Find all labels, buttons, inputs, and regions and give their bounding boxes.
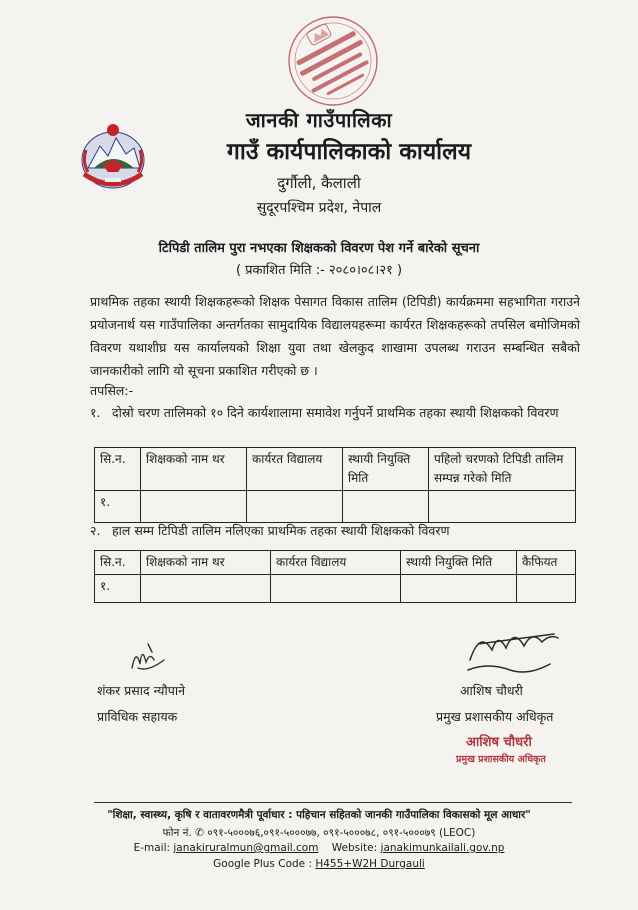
- schedule-item-1: [90, 402, 590, 423]
- table-header-row: [95, 551, 576, 575]
- footer-slogan: "शिक्षा, स्वास्थ्य, कृषि र वातावरणमैत्री पूर्वाधार : पहिचान सहितको जानकी गाउँपालिका विकासको मूल आधार": [107, 809, 531, 821]
- plus-code-label: Google Plus Code :: [213, 858, 312, 870]
- address-line-2: सुदूरपश्चिम प्रदेश, नेपाल: [256, 200, 382, 216]
- table-cell: [343, 491, 429, 523]
- trained-teachers-table: [94, 447, 576, 523]
- column-header: कार्यरत विद्यालय: [271, 551, 401, 575]
- website-label: Website:: [331, 842, 378, 854]
- office-name: गाउँ कार्यपालिकाको कार्यालय: [226, 139, 472, 165]
- table-header-row: [95, 448, 576, 491]
- table-cell: १.: [95, 575, 141, 603]
- name-stamp: आशिष चौधरी: [466, 735, 532, 750]
- notice-subject: टिपिडी तालिम पुरा नभएका शिक्षकको विवरण पेश गर्ने बारेको सूचना: [158, 241, 480, 256]
- published-date: ( प्रकाशित मिति :- २०८०।०८।२१ ): [235, 263, 403, 278]
- table-cell: [429, 491, 576, 523]
- table-cell: [247, 491, 343, 523]
- municipality-name: जानकी गाउँपालिका: [245, 108, 393, 132]
- notice-body: प्राथमिक तहका स्थायी शिक्षकहरूको शिक्षक पेसागत विकास तालिम (टिपिडी) कार्यक्रममा सहभागिता गराउने प्रयोजनार्थ यस गाउँपालिका अन्तर्गतका सामुदायिक विद्यालयहरूमा कार्यरत शिक्षकहरूको तपसिल बमोजिमको विवरण यथाशीघ्र यस कार्यालयको शिक्षा युवा तथा खेलकुद शाखामा उपलब्ध गराउन सम्बन्धित सबैको जानकारीको लागि यो सूचना प्रकाशित गरीएको छ ।: [90, 294, 580, 378]
- schedule-item-2: [90, 522, 450, 539]
- column-header: कैफियत: [517, 551, 576, 575]
- column-header: स्थायी नियुक्ति मिति: [401, 551, 517, 575]
- column-header: स्थायी नियुक्ति मिति: [343, 448, 429, 491]
- title-stamp: प्रमुख प्रशासकीय अधिकृत: [456, 754, 546, 765]
- email-label: E-mail:: [133, 842, 171, 854]
- footer-plus-code: [0, 858, 638, 870]
- table-row: [95, 575, 576, 603]
- untrained-teachers-table: [94, 550, 576, 603]
- table-cell: [517, 575, 576, 603]
- footer-divider: [94, 802, 572, 803]
- office-stamp-seal: [286, 14, 380, 108]
- address-line-1: दुर्गौली, कैलाली: [277, 174, 361, 192]
- table-cell: [141, 491, 247, 523]
- table-cell: [401, 575, 517, 603]
- column-header: शिक्षकको नाम थर: [141, 551, 271, 575]
- item-number: २.: [90, 523, 101, 538]
- item-text: हाल सम्म टिपिडी तालिम नलिएका प्राथमिक तहका स्थायी शिक्षकको विवरण: [112, 523, 450, 538]
- right-signatory-name: आशिष चौधरी: [460, 683, 523, 698]
- plus-code-value: H455+W2H Durgauli: [315, 858, 425, 870]
- table-cell: १.: [95, 491, 141, 523]
- left-signature-mark: [118, 638, 174, 676]
- right-signature-mark: [458, 620, 568, 678]
- right-signatory-title: प्रमुख प्रशासकीय अधिकृत: [436, 709, 554, 724]
- item-text: दोस्रो चरण तालिमको १० दिने कार्यशालामा समावेश गर्नुपर्ने प्राथमिक तहका स्थायी शिक्षकको विवरण: [112, 405, 559, 420]
- column-header: सि.न.: [95, 551, 141, 575]
- item-number: १.: [90, 405, 101, 420]
- column-header: सि.न.: [95, 448, 141, 491]
- schedule-heading: तपसिल:-: [90, 383, 134, 398]
- column-header: कार्यरत विद्यालय: [247, 448, 343, 491]
- left-signatory-name: शंकर प्रसाद न्यौपाने: [97, 683, 186, 698]
- website-link[interactable]: janakimunkailali.gov.np: [380, 842, 505, 854]
- table-cell: [271, 575, 401, 603]
- footer-phone: फोन नं. ✆ ०९१-५०००७६,०९१-५०००७७, ०९१-५०००७८, ०९१-५०००७९ (LEOC): [162, 827, 476, 839]
- table-row: [95, 491, 576, 523]
- column-header: शिक्षकको नाम थर: [141, 448, 247, 491]
- left-signatory-title: प्राविधिक सहायक: [97, 709, 178, 724]
- email-link[interactable]: janakiruralmun@gmail.com: [173, 842, 319, 854]
- column-header: पहिलो चरणको टिपिडी तालिम सम्पन्न गरेको मिति: [429, 448, 576, 491]
- footer-contact: [0, 842, 638, 854]
- table-cell: [141, 575, 271, 603]
